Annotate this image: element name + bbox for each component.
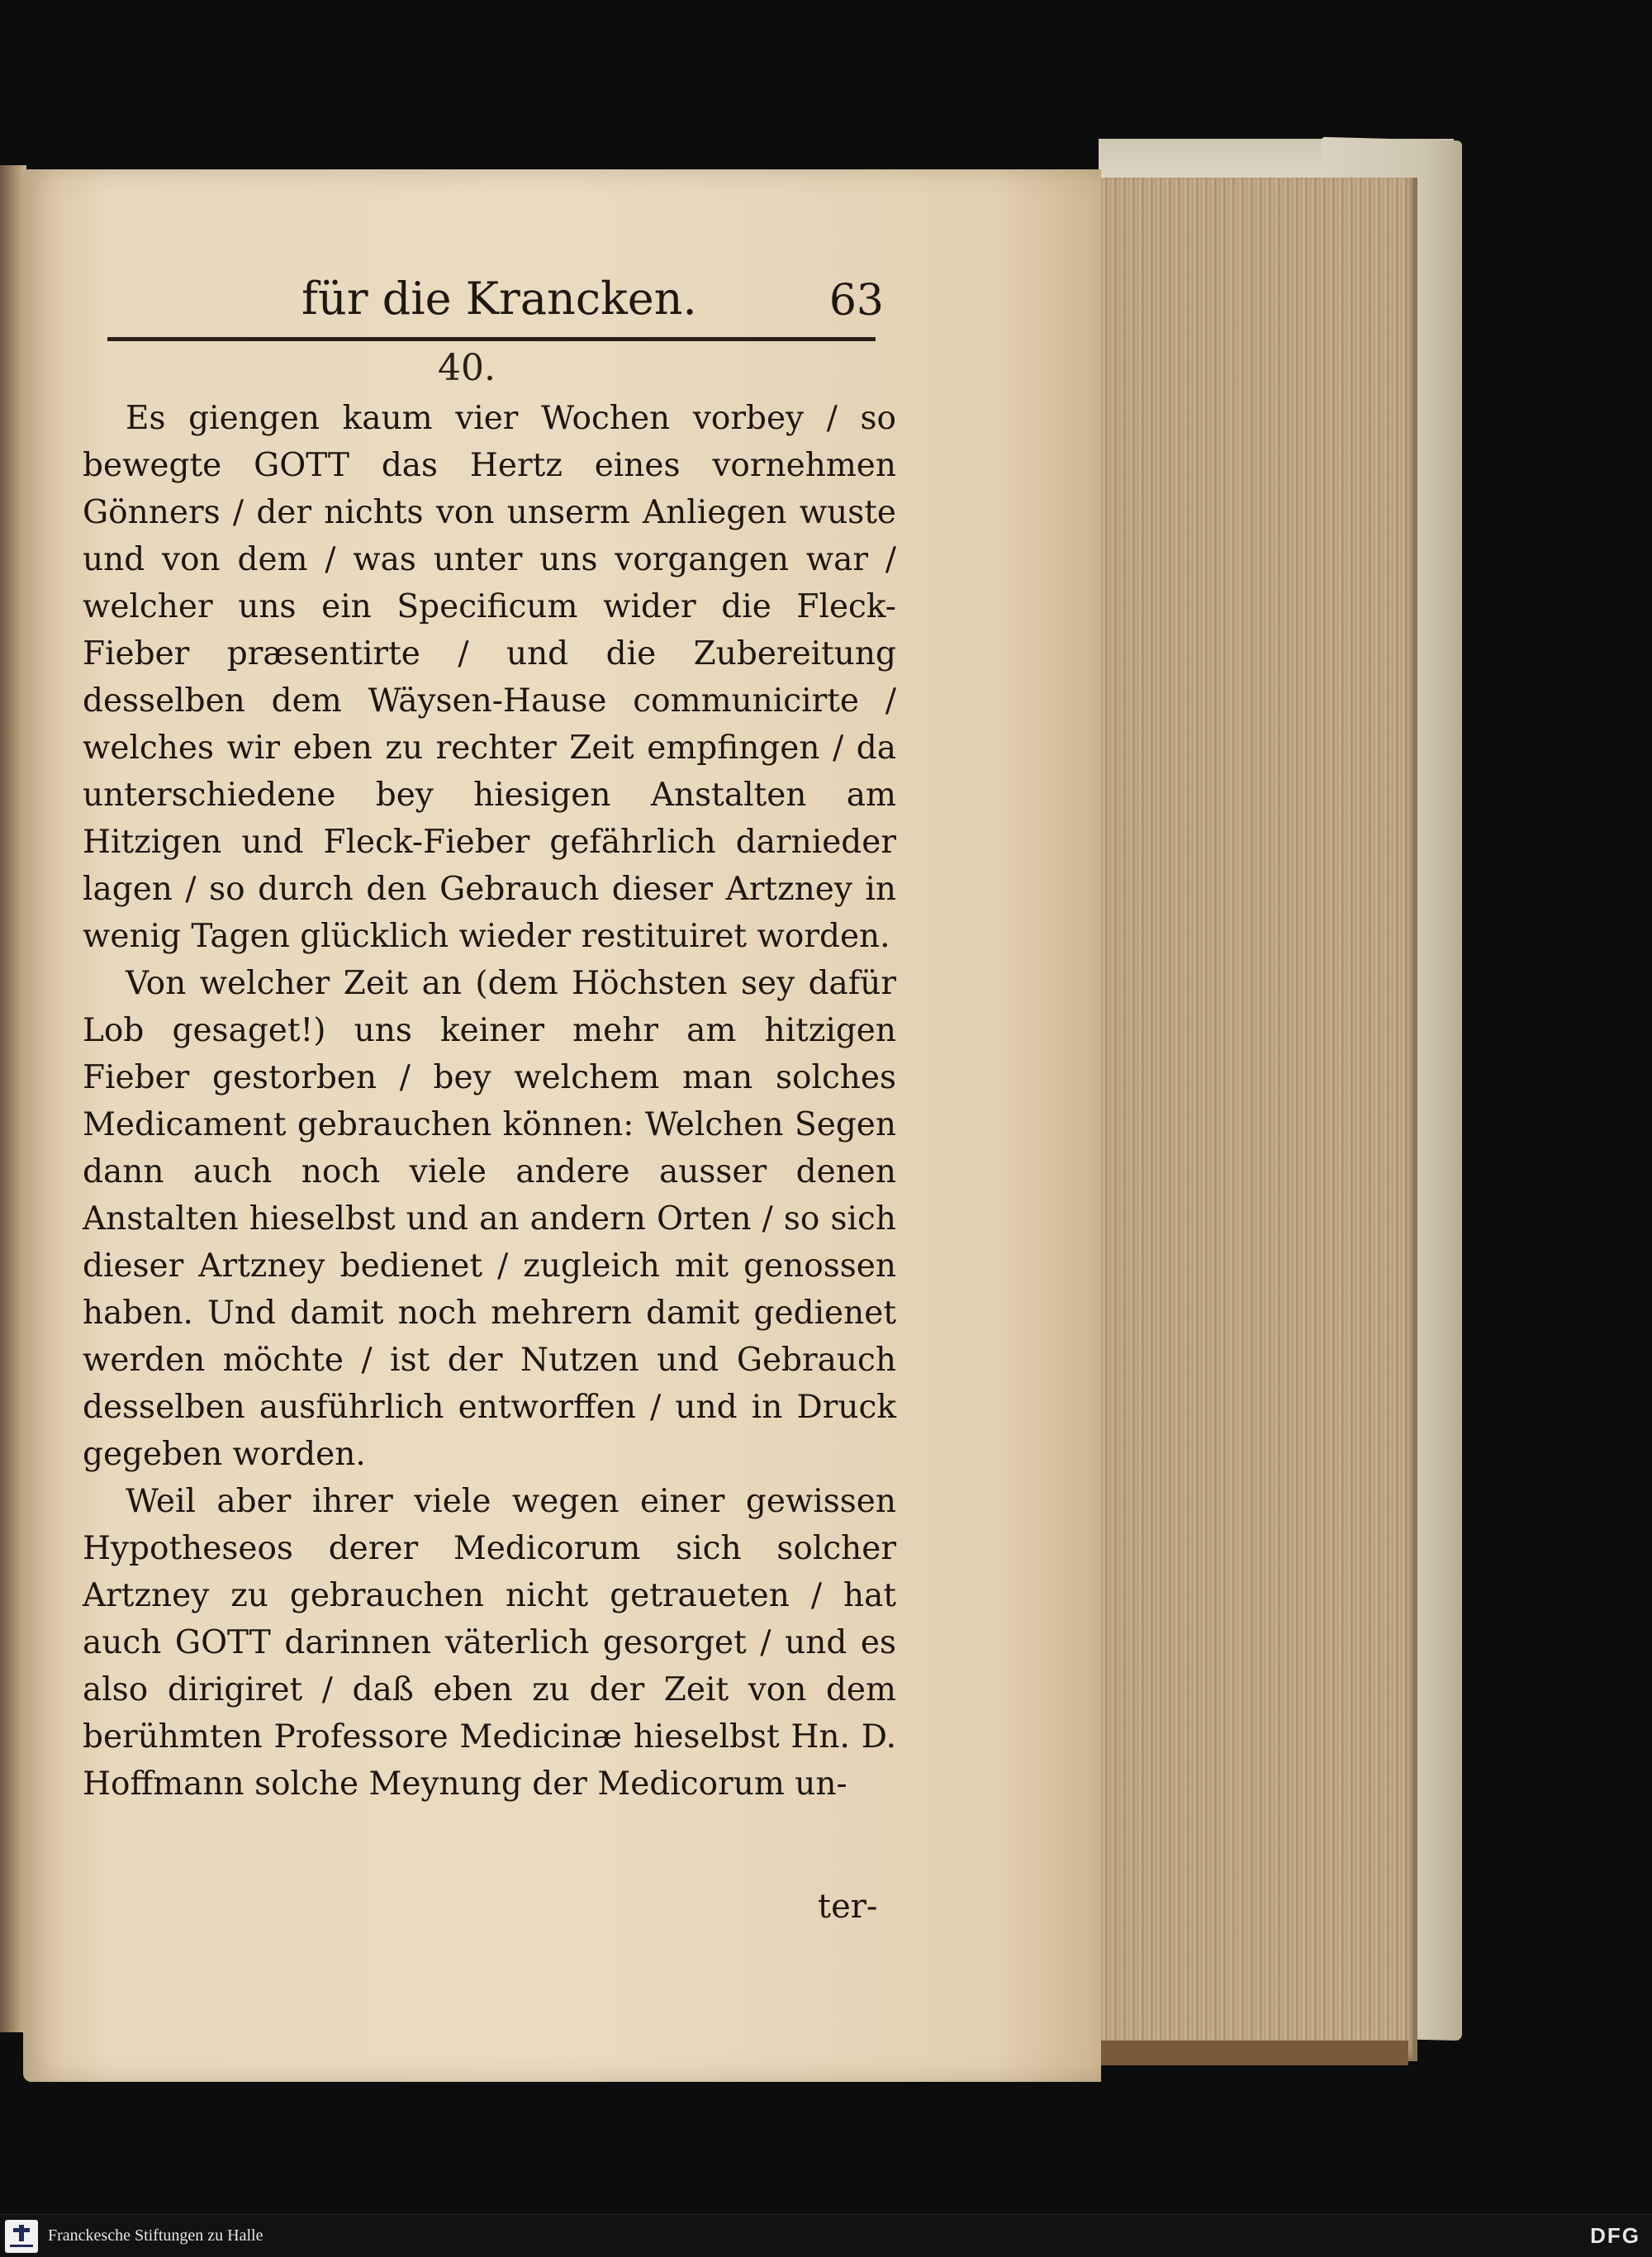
running-head-title: für die Krancken.	[301, 273, 697, 325]
paragraph: Es giengen kaum vier Wochen vorbey / so bewegte GOTT das Hertz eines vornehmen Gönners / der nichts von unserm Anliegen wuste und von dem / was unter uns vorgangen war / welcher uns ein Specificum wider die Fleck-Fieber præsentirte / und die Zubereitung desselben dem Wäysen-Hause communicirte / welches wir eben zu rechter Zeit empfingen / da unterschiedene bey hiesigen Anstalten am Hitzigen und Fleck-Fieber gefährlich darnieder lagen / so durch den Gebrauch dieser Artzney in wenig Tagen glücklich wieder restituiret worden.	[83, 400, 896, 955]
running-head	[107, 273, 884, 339]
institution-logo-icon	[5, 2220, 38, 2253]
body-text	[83, 395, 896, 1808]
paragraph: Weil aber ihrer viele wegen einer gewissen Hypotheseos derer Medicorum sich solcher Artzney zu gebrauchen nicht getraueten / hat auch GOTT darinnen väterlich gesorget / und es also dirigiret / daß eben zu der Zeit von dem berühmten Professore Medicinæ hieselbst Hn. D. Hoffmann solche Meynung der Medicorum un-	[83, 1483, 896, 1803]
paragraph: Von welcher Zeit an (dem Höchsten sey dafür Lob gesaget!) uns keiner mehr am hitzigen Fieber gestorben / bey welchem man solches Medicament gebrauchen können: Welchen Segen dann auch noch viele andere ausser denen Anstalten hieselbst und an andern Orten / so sich dieser Artzney bedienet / zugleich mit genossen haben. Und damit noch mehrern damit gedienet werden möchte / ist der Nutzen und Gebrauch desselben ausführlich entworffen / und in Druck gegeben worden.	[83, 965, 896, 1473]
dfg-logo: DFG	[1590, 2223, 1640, 2248]
catchword: ter-	[818, 1888, 878, 1926]
viewer-footer	[0, 2214, 1652, 2257]
institution-name: Franckesche Stiftungen zu Halle	[48, 2226, 263, 2245]
page-stack-edge	[1066, 178, 1417, 2061]
page-number: 63	[828, 276, 884, 325]
header-rule	[107, 337, 876, 341]
page-stack-bottom	[1070, 2041, 1408, 2065]
section-number: 40.	[438, 347, 496, 389]
